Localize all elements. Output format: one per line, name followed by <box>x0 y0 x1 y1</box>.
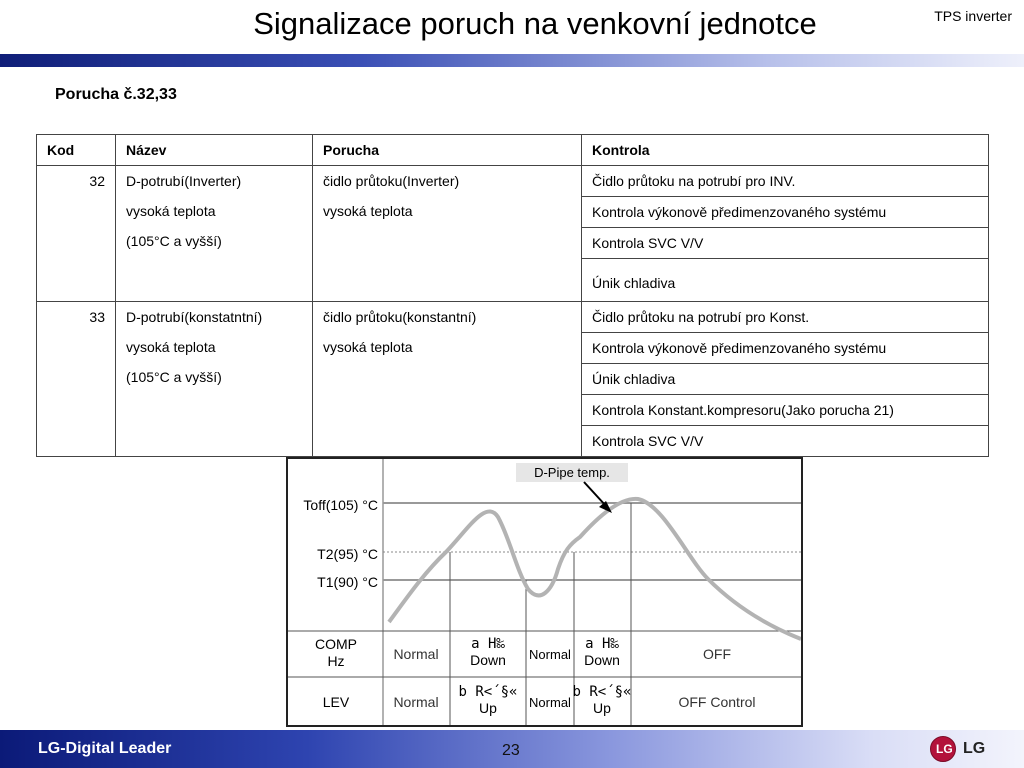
diagram-canvas <box>288 459 803 727</box>
t1-level-label: T1(90) °C <box>317 574 378 590</box>
check-item: Únik chladiva <box>582 259 989 302</box>
comp-garbled-cell: a H‰ <box>471 636 505 652</box>
check-item: Kontrola výkonově předimenzovaného systému <box>582 333 989 364</box>
comp-row-unit: Hz <box>327 653 345 669</box>
fault-name-line: vysoká teplota <box>126 203 216 219</box>
page-title: Signalizace poruch na venkovní jednotce <box>253 6 817 41</box>
check-item: Čidlo průtoku na potrubí pro INV. <box>582 166 989 197</box>
page-number: 23 <box>502 742 520 759</box>
table-header-row <box>37 135 989 166</box>
table-row <box>37 302 989 333</box>
section-subtitle: Porucha č.32,33 <box>55 86 177 103</box>
fault-description-line: čidlo průtoku(Inverter) <box>323 173 460 189</box>
table-row <box>37 166 989 197</box>
lev-normal-cell: Normal <box>529 695 571 710</box>
callout-label: D-Pipe temp. <box>534 465 610 480</box>
comp-garbled-cell: a H‰ <box>585 636 619 652</box>
fault-code: 32 <box>37 166 116 302</box>
lev-row-label: LEV <box>322 694 350 710</box>
fault-name-line: (105°C a vyšší) <box>126 233 222 249</box>
lev-up-cell: Up <box>479 700 497 716</box>
lg-logo-text: LG <box>963 740 986 757</box>
lev-up-cell: Up <box>593 700 611 716</box>
comp-normal-cell: Normal <box>393 646 439 662</box>
lev-garbled-cell: b R<´§« <box>458 684 518 700</box>
fault-description-cell <box>313 166 582 302</box>
temperature-diagram <box>286 457 803 727</box>
check-item: Kontrola Konstant.kompresoru(Jako porucha 21) <box>582 395 989 426</box>
fault-name-cell <box>116 302 313 457</box>
fault-description-line: vysoká teplota <box>323 339 413 355</box>
fault-description-line: čidlo průtoku(konstantní) <box>323 309 477 325</box>
fault-description-line: vysoká teplota <box>323 203 413 219</box>
fault-name-cell <box>116 166 313 302</box>
fault-name-line: vysoká teplota <box>126 339 216 355</box>
fault-code: 33 <box>37 302 116 457</box>
comp-row-label: COMP <box>315 636 357 652</box>
lev-off-control-cell: OFF Control <box>678 694 756 710</box>
header-bar <box>0 54 1024 67</box>
check-item: Čidlo průtoku na potrubí pro Konst. <box>582 302 989 333</box>
lg-logo-icon: LG <box>930 736 956 762</box>
corner-label: TPS inverter <box>934 8 1012 24</box>
comp-down-cell: Down <box>470 652 506 668</box>
comp-off-cell: OFF <box>703 646 731 662</box>
footer-brand: LG-Digital Leader <box>38 740 172 757</box>
fault-name-line: (105°C a vyšší) <box>126 369 222 385</box>
fault-description-cell <box>313 302 582 457</box>
check-item: Kontrola výkonově předimenzovaného systému <box>582 197 989 228</box>
column-header-name: Název <box>116 135 313 166</box>
lev-garbled-cell: b R<´§« <box>572 684 632 700</box>
column-header-check: Kontrola <box>582 135 989 166</box>
pipe-temperature-curve <box>389 499 801 639</box>
comp-normal-cell: Normal <box>529 647 571 662</box>
comp-down-cell: Down <box>584 652 620 668</box>
toff-level-label: Toff(105) °C <box>303 497 378 513</box>
fault-name-line: D-potrubí(konstatntní) <box>126 309 263 325</box>
column-header-fault: Porucha <box>313 135 582 166</box>
t2-level-label: T2(95) °C <box>317 546 378 562</box>
fault-name-line: D-potrubí(Inverter) <box>126 173 242 189</box>
check-item: Únik chladiva <box>582 364 989 395</box>
column-header-code: Kod <box>37 135 116 166</box>
check-item: Kontrola SVC V/V <box>582 228 989 259</box>
lev-normal-cell: Normal <box>393 694 439 710</box>
check-item: Kontrola SVC V/V <box>582 426 989 457</box>
fault-table <box>36 134 989 457</box>
